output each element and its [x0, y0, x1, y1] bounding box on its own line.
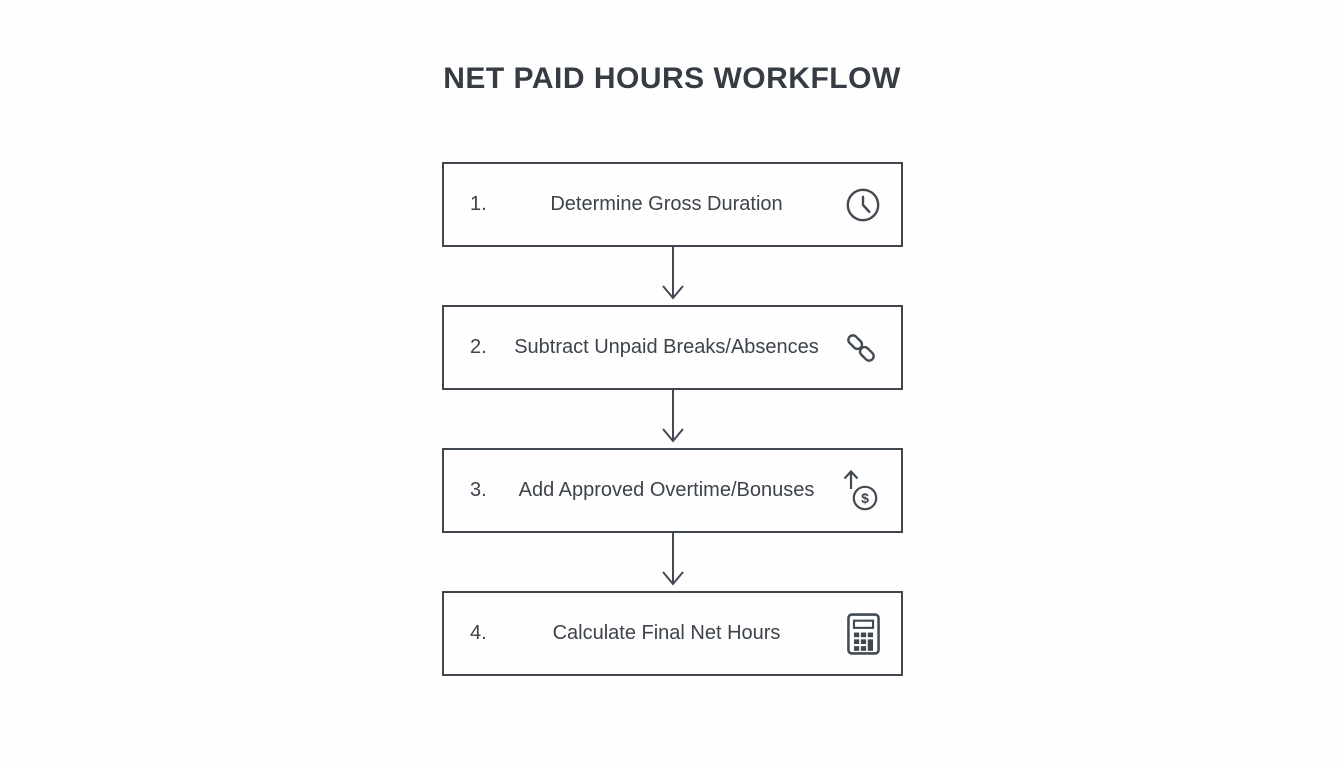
page-title: NET PAID HOURS WORKFLOW: [443, 62, 901, 95]
step-number: 4.: [470, 622, 487, 644]
workflow-steps: [442, 162, 903, 676]
arrow-up-dollar-icon: [837, 467, 881, 515]
step-add-approved-overtime: [442, 448, 903, 533]
clock-icon: [837, 187, 881, 223]
step-calculate-final-net-hours: [442, 591, 903, 676]
flow-arrow-down-icon: [442, 390, 903, 448]
calculator-icon: [837, 612, 881, 656]
chain-link-icon: [837, 328, 881, 368]
flow-arrow-down-icon: [442, 247, 903, 305]
step-subtract-unpaid-breaks: [442, 305, 903, 390]
step-determine-gross-duration: [442, 162, 903, 247]
svg-text:$: $: [861, 489, 869, 506]
step-number: 1.: [470, 193, 487, 215]
step-number: 2.: [470, 336, 487, 358]
step-label: Calculate Final Net Hours: [552, 622, 781, 644]
step-label: Subtract Unpaid Breaks/Absences: [514, 336, 819, 358]
step-number: 3.: [470, 479, 487, 501]
step-label: Determine Gross Duration: [550, 193, 783, 215]
step-label: Add Approved Overtime/Bonuses: [518, 479, 815, 501]
flow-arrow-down-icon: [442, 533, 903, 591]
